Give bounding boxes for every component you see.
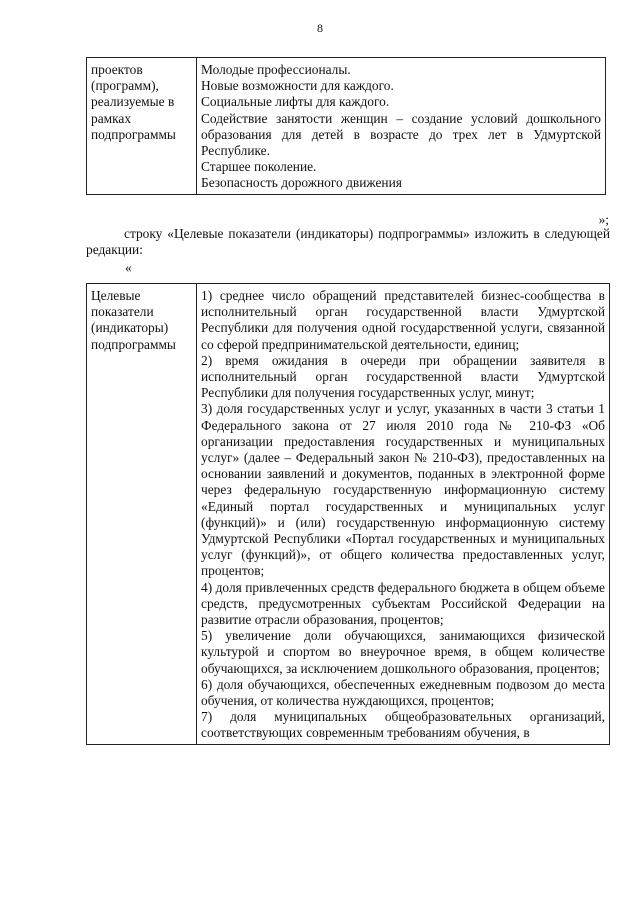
indicator-item: 4) доля привлеченных средств федерального бюджета в общем объеме средств, предусмотренных субъектам Российской Федерации на развитие отрасли образования, процентов; xyxy=(201,579,605,628)
table-row xyxy=(87,58,606,195)
project-item: Безопасность дорожного движения xyxy=(201,175,402,191)
opening-quote: « xyxy=(125,260,132,275)
projects-label-cell: проектов (программ), реализуемые в рамках подпрограммы xyxy=(87,58,197,195)
closing-quote: »; xyxy=(598,212,609,227)
indicator-item: 6) доля обучающихся, обеспеченных ежедневным подвозом до места обучения, от количества нуждающихся, процентов; xyxy=(201,676,605,709)
project-item: Старшее поколение. xyxy=(201,159,317,175)
project-item: Социальные лифты для каждого. xyxy=(201,94,390,110)
projects-list-cell xyxy=(197,58,606,195)
indicator-item: 7) доля муниципальных общеобразовательных организаций, соответствующих современным требованиям обучения, в xyxy=(201,709,605,741)
project-item: Новые возможности для каждого. xyxy=(201,78,394,94)
project-item: Молодые профессионалы. xyxy=(201,62,351,77)
instruction-paragraph: строку «Целевые показатели (индикаторы) подпрограммы» изложить в следующей редакции: xyxy=(86,226,610,258)
indicator-item: 5) увеличение доли обучающихся, занимающихся физической культурой и спортом во внеурочное время, в общем количестве обучающихся, за исключением дошкольного образования, процентов; xyxy=(201,628,605,676)
indicator-item: 3) доля государственных услуг и услуг, указанных в части 3 статьи 1 Федерального закона от 27 июля 2010 года № 210-ФЗ «Об организации предоставления государственных и муниципальных услуг» (далее – Федеральный закон № 210-ФЗ), предоставленных на основании заявлений и документов, поданных в электронной форме через федеральную государственную информационную систему «Единый портал государственных и муниципальных услуг (функций)» и (или) государственную информационную систему Удмуртской Республики «Портал государственных и муниципальных услуг (функций)», от общего количества предоставленных услуг, процентов; xyxy=(201,401,605,579)
indicators-table xyxy=(86,283,610,745)
indicators-list-cell xyxy=(197,284,610,745)
projects-table xyxy=(86,57,606,195)
indicators-label-cell: Целевые показатели (индикаторы) подпрограммы xyxy=(87,284,197,745)
indicator-item: 1) среднее число обращений представителей бизнес-сообщества в исполнительный орган государственной власти Удмуртской Республики для получения одной государственной услуги, связанной со сферой предпринимательской деятельности, единиц; xyxy=(201,288,605,352)
indicator-item: 2) время ожидания в очереди при обращении заявителя в исполнительный орган государственной власти Удмуртской Республики для получения государственных услуг, минут; xyxy=(201,352,605,401)
page-number: 8 xyxy=(317,21,323,35)
table-row xyxy=(87,284,610,745)
project-item: Содействие занятости женщин – создание условий дошкольного образования для детей в возрасте до трех лет в Удмуртской Республике. xyxy=(201,110,601,159)
